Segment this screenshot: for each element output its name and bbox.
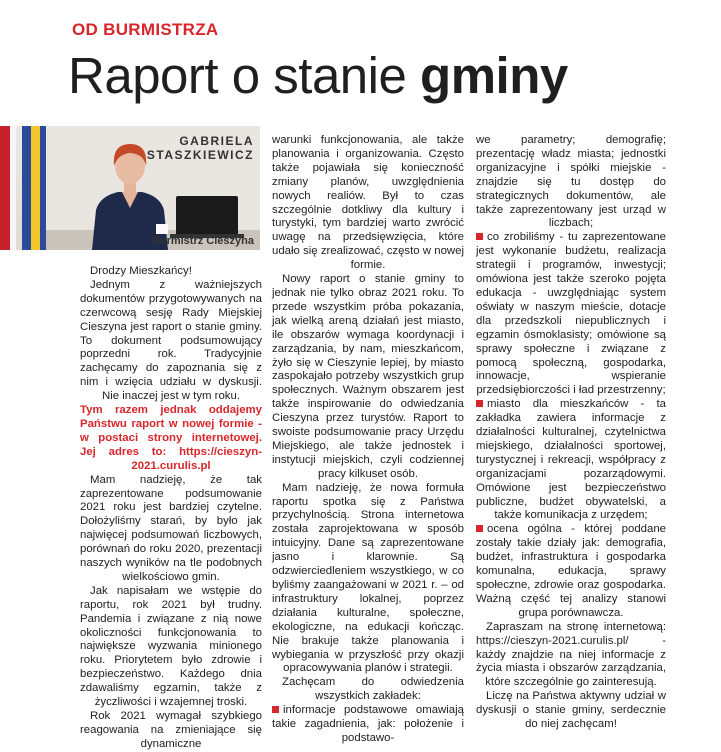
column-3 (476, 134, 666, 732)
headline-regular: Raport o stanie (68, 47, 407, 104)
bullet-text: co zrobiliśmy - tu zaprezentowane jest wykonanie budżetu, realizacja strategii i programów, inwestycji; omówiona jest także szeroko pojęta edukacja - uwzględniając system oświaty w naszym mieście, dotacje dla przedszkoli niepublicznych i egzamin ósmoklasisty; omówione są sprawy społeczne i związane z pomocą społeczną, gospodarka, innowacje, wspieranie przedsiębiorczości i ład przestrzenny; (476, 231, 666, 397)
col2-paragraph-4: Zachęcam do odwiedzenia wszystkich zakładek: (282, 676, 464, 703)
mayor-photo (0, 126, 260, 250)
bullet-square-icon (476, 525, 483, 532)
column-1 (80, 265, 262, 752)
bullet-item (272, 704, 464, 746)
bullet-item (476, 523, 666, 620)
col1-paragraph-2: Mam nadzieję, że tak zaprezentowane podsumowanie 2021 roku jest bardziej czytelne. Dołożyliśmy starań, by było jak najwięcej podsumowań liczbowych, porównań do roku 2020, prezentacji naszych wyników na tle podobnych wielkościowo gmin. (80, 473, 262, 583)
bullet-text: ocena ogólna - której poddane zostały takie działy jak: demografia, budżet, infrastruktura i gospodarka komunalna, edukacja, sprawy społeczne, zdrowie oraz gospodarka. Ważną część tej analizy stanowi grupa porównawcza. (476, 523, 666, 619)
col1-paragraph-3: Jak napisałam we wstępie do raportu, rok 2021 był trudny. Pandemia i związane z nią nowe okoliczności funkcjonowania to największe wyzwania minionego roku. Priorytetem było zdrowie i bezpieczeństwo. Każdego dnia zdawaliśmy egzamin, także z życzliwości i wzajemnej troski. (80, 584, 262, 709)
mayor-last-name: STASZKIEWICZ (146, 148, 254, 162)
bullet-square-icon (476, 233, 483, 240)
bullet-text: informacje podstawowe omawiają takie zagadnienia, jak: położenie i podstawo- (272, 704, 464, 744)
bullet-square-icon (476, 400, 483, 407)
col1-paragraph-4: Rok 2021 wymagał szybkiego reagowania na zmieniające się dynamiczne (80, 710, 262, 750)
col2-paragraph-1: warunki funkcjonowania, ale także planowania i organizowania. Często także pojawiała się konieczność zmiany planów, uwzględnienia nowych realiów. Był to czas szczególnie dotkliwy dla kultury i turystyki, tym bardziej warto zwrócić uwagę na przedsięwzięcia, które udało się zrealizować, często w nowej formie. (272, 134, 464, 272)
col3-paragraph-2: Liczę na Państwa aktywny udział w dyskusji o stanie gminy, serdecznie do niej zachęcam! (476, 690, 666, 731)
photo-caption: Burmistrz Cieszyna (151, 235, 254, 247)
mayor-first-name: GABRIELA (179, 134, 254, 148)
mayor-name (147, 134, 254, 162)
greeting: Drodzy Mieszkańcy! (90, 265, 192, 277)
col2-paragraph-3: Mam nadzieję, że nowa formuła raportu spotka się z Państwa przychylnością. Strona internetowa została zaprojektowana w sposób intuicyjny. Dane są zaprezentowane jasno i klarownie. Są odzwierciedleniem wszystkiego, w co byliśmy zaangażowani w 2021 r. – od infrastruktury lokalnej, poprzez działania kulturalne, społeczne, ekologiczne, na edukacji kończąc. Nie brakuje także planowania i wybiegania w przyszłość przy okazji opracowywania planów i strategii. (272, 481, 464, 675)
website-highlight[interactable]: Tym razem jednak oddajemy Państwu raport w nowej formie - w postaci strony internetowej. Jej adres to: https://cieszyn-2021.curulis.pl (80, 404, 262, 472)
bullet-square-icon (272, 706, 279, 713)
bullet-item (476, 231, 666, 398)
col1-paragraph-1: Jednym z ważniejszych dokumentów przygotowywanych na czerwcową sesję Rady Miejskiej Cieszyna jest raport o stanie gminy. To dokument podsumowujący poprzedni rok. Tradycyjnie zachęcamy do zapoznania się z nim i wzięcia udziału w dyskusji. Nie inaczej jest w tym roku. (80, 278, 262, 403)
column-2 (272, 134, 464, 746)
bullet-text: miasto dla mieszkańców - ta zakładka zawiera informacje z działalności kulturalnej, czytelnictwa miejskiego, działalności sportowej, turystycznej i rekreacji, współpracy z organizacjami pozarządowymi. Omówione jest bezpieczeństwo publiczne, budżet obywatelski, a także komunikacja z urzędem; (476, 398, 666, 522)
bullet-continuation: we parametry; demografię; prezentację władz miasta; jednostki organizacyjne i spółki miejskie - znajdzie się tu dostęp do strategicznych dokumentów, ale także zaprezentowany jest urząd w liczbach; (476, 134, 666, 230)
headline-bold: gminy (420, 47, 568, 104)
section-label: OD BURMISTRZA (72, 20, 219, 39)
col2-paragraph-2: Nowy raport o stanie gminy to jednak nie tylko obraz 2021 roku. To przede wszystkim próba pokazania, jak wielką areną działań jest miasto, ile obszarów wymaga koordynacji i zarządzania, by nam, mieszkańcom, żyło się w Cieszynie lepiej, by miasto zaspokajało potrzeby wszystkich grup społecznych. Ważnym obszarem jest także inspirowanie do odwiedzania Cieszyna przez turystów. Raport to swoiste podsumowanie pracy Urzędu Miejskiego, ale także jednostek i instytucji miejskich, czyli codziennej pracy kilkuset osób. (272, 273, 464, 480)
headline (68, 44, 568, 108)
col3-paragraph-1: Zapraszam na stronę internetową: https://cieszyn-2021.curulis.pl/ - każdy znajdzie na niej informacje z życia miasta i obszarów zarządzania, które szczególnie go zainteresują. (476, 620, 666, 689)
bullet-item (476, 398, 666, 523)
